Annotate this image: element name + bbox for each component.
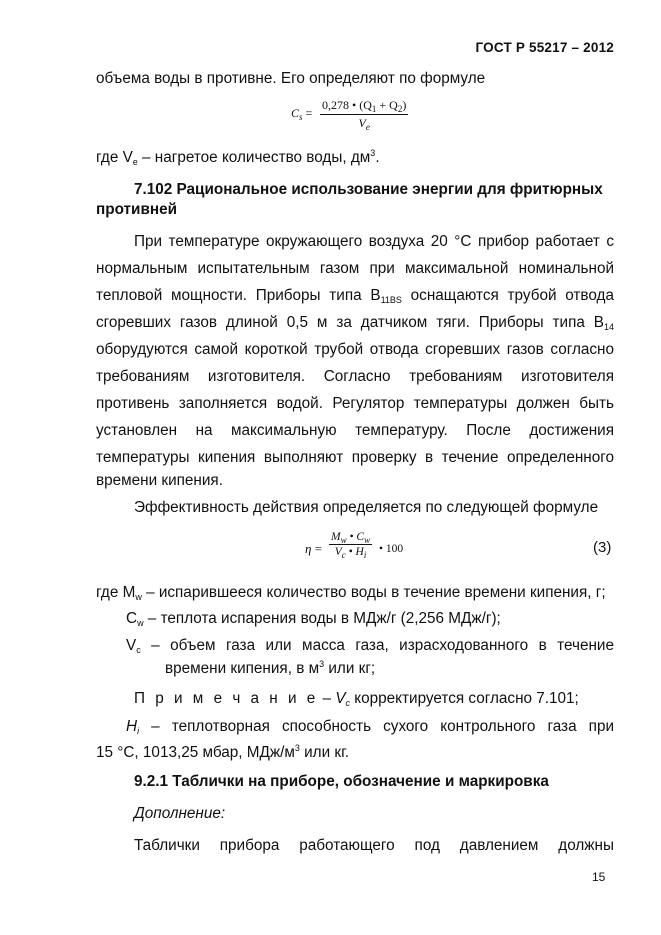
paragraph-line: противень заполняется водой. Регулятор температуры должен быть	[96, 395, 614, 412]
paragraph-line-last: времени кипения.	[96, 472, 223, 489]
formula-eta-fraction: $\frac{M_w • C_w}{V_c • H_i}$	[331, 531, 371, 560]
equation-number: (3)	[593, 539, 612, 556]
where-mw: где $M_w$ – испарившееся количество воды в течение времени кипения, г;	[96, 584, 606, 602]
formula-den: V	[358, 116, 366, 130]
formula-eq: =	[305, 106, 313, 120]
paragraph-line: сгоревших газов длиной 0,5 м за датчиком тяги. Приборы типа $B_{14}$	[96, 314, 614, 332]
formula-lhs-sub: s	[299, 112, 303, 122]
formula-cs	[291, 106, 312, 121]
paragraph-line: Таблички прибора работающего под давлением должны	[134, 837, 614, 854]
section-heading-9-2-1: 9.2.1 Таблички на приборе, обозначение и маркировка	[134, 773, 549, 790]
paragraph-line: тепловой мощности. Приборы типа $B_{11BS}$ оснащаются трубой отвода	[96, 287, 614, 305]
paragraph-line: оборудуются самой короткой трубой отвода сгоревших газов согласно	[96, 341, 614, 358]
formula-eta-tail: • 100	[379, 543, 404, 555]
where-hi-cont: 15 °С, 1013,25 мбар, МДж/$м^3$ или кг.	[96, 743, 350, 761]
section-heading-7-102-cont: противней	[96, 201, 177, 218]
paragraph-line: При температуре окружающего воздуха 20 °С прибор работает с	[134, 233, 614, 250]
paragraph-line: температуры кипения выполняют проверку в течение определенного	[96, 449, 614, 466]
formula-cs-fraction: $\frac{0,278 • (Q_1 + Q_2)}{V_e}$	[322, 98, 407, 132]
note-line: П р и м е ч а н и е – $V_c$ корректируется согласно 7.101;	[134, 690, 579, 708]
formula-num: 0,278 • (Q	[322, 98, 372, 112]
section-heading-7-102: 7.102 Рациональное использование энергии для фритюрных	[134, 181, 603, 198]
where-vc-cont: времени кипения, в $м^3$ или кг;	[165, 659, 376, 677]
paragraph-line: требованиям изготовителя. Согласно требованиям изготовителя	[96, 368, 614, 385]
note-label: П р и м е ч а н и е	[134, 690, 319, 707]
document-header-id: ГОСТ Р 55217 – 2012	[475, 40, 614, 55]
text-line: объема воды в противне. Его определяют по формуле	[96, 70, 486, 87]
formula-eta: η =	[305, 541, 323, 556]
addition-label: Дополнение:	[134, 805, 226, 822]
page-number: 15	[592, 870, 606, 884]
paragraph-line: нормальным испытательным газом при максимальной номинальной	[96, 260, 614, 277]
formula-lhs: C	[291, 106, 300, 120]
where-vc: $V_c$ – объем газа или масса газа, израсходованного в течение	[126, 637, 614, 655]
where-hi: $H_i$ – теплотворная способность сухого контрольного газа при	[126, 718, 614, 736]
paragraph-efficiency: Эффективность действия определяется по следующей формуле	[134, 499, 599, 516]
text-line-ve: где $V_e$ – нагретое количество воды, $дм^3$.	[96, 148, 380, 167]
paragraph-line: установлен на максимальную температуру. После достижения	[96, 422, 614, 439]
where-cw: $C_w$ – теплота испарения воды в МДж/г (2,256 МДж/г);	[126, 610, 501, 628]
